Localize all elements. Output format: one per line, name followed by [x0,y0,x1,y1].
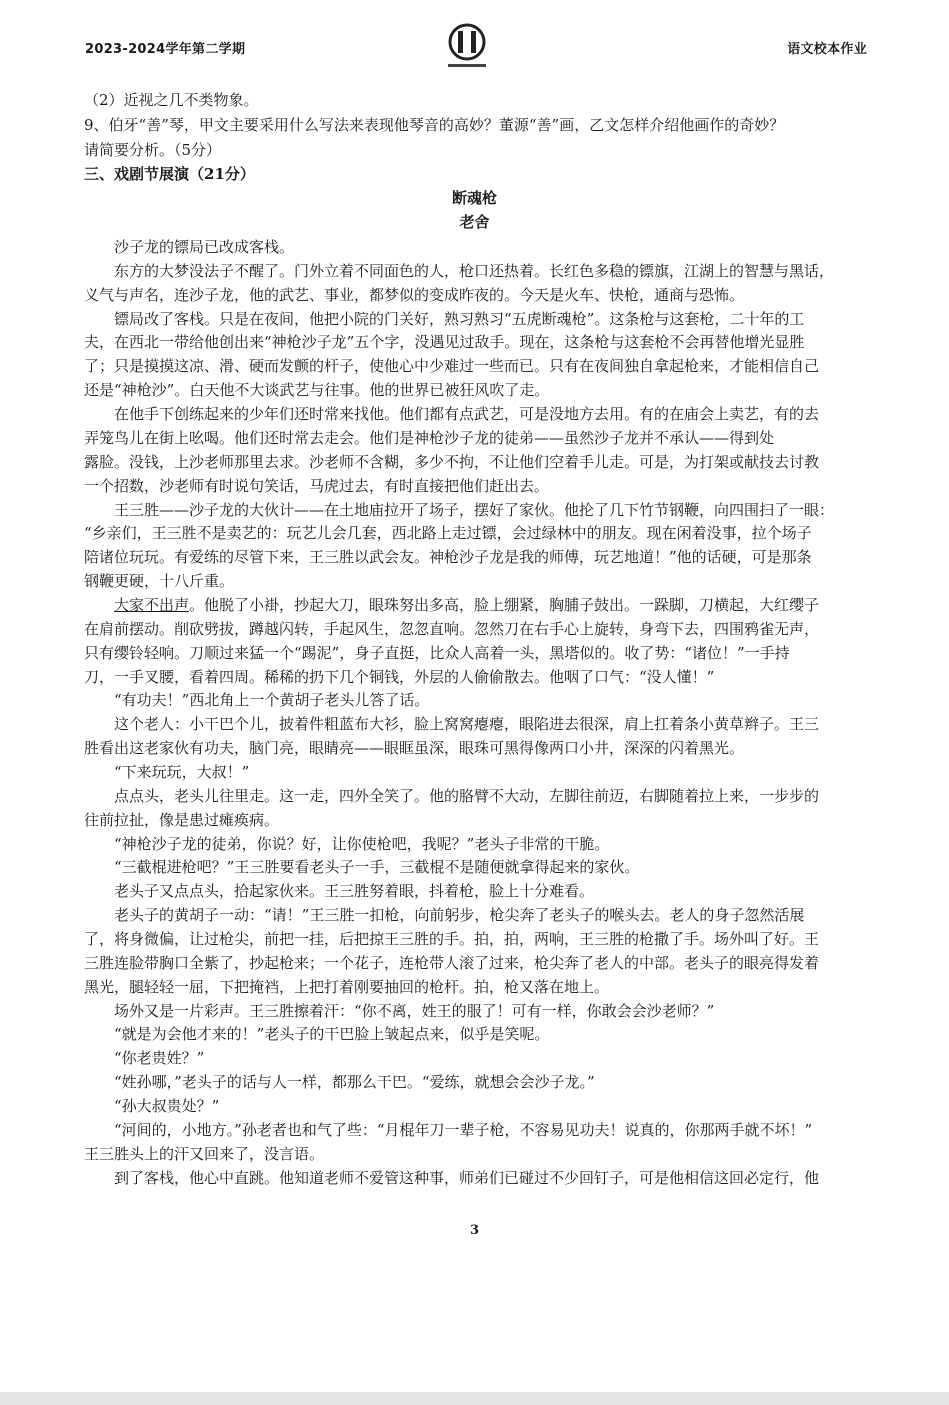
page-number: 3 [469,1223,480,1238]
question-9-line-2: 请简要分析。（5分） [84,141,222,159]
story-line: 镖局改了客栈。只是在夜间，他把小院的门关好，熟习熟习“五虎断魂枪”。这条枪与这套枪，二十年的工 [114,309,805,328]
question-8-item-2: （2）近视之几不类物象。 [84,91,259,109]
story-line: 刀，一手叉腰，看着四周。稀稀的扔下几个铜钱，外层的人偷偷散去。他咽了口气：“没人懂！” [84,667,715,686]
story-line: 一个招数，沙老师有时说句笑话，马虎过去，有时直接把他们赶出去。 [84,476,550,495]
story-title: 断魂枪 [451,189,497,207]
header-term: 2023-2024学年第二学期 [85,42,246,57]
story-line: 东方的大梦没法子不醒了。门外立着不同面色的人，枪口还热着。长红色多稳的镖旗，江湖上的智慧与黑话， [114,261,835,280]
story-line: 了；只是摸摸这凉、滑、硬而发颤的杆子，使他心中少难过一些而已。只有在夜间独自拿起枪来，才能相信自己 [84,357,820,376]
story-line: 往前拉扯，像是患过瘫痪病。 [84,810,280,829]
story-line: 了，将身微偏，让过枪尖，前把一挂，后把掠王三胜的手。拍，拍，两响，王三胜的枪撒了手。场外叫了好。王 [84,929,820,948]
story-line: “孙大叔贵处？” [114,1097,220,1115]
story-line: 弄笼鸟儿在街上吆喝。他们还时常去走会。他们是神枪沙子龙的徒弟——虽然沙子龙并不承认——得到处 [84,428,775,447]
story-line: 点点头，老头儿往里走。这一走，四外全笑了。他的胳臂不大动，左脚往前迈，右脚随着拉上来，一步步的 [114,786,820,805]
question-9-line-1: 9、伯牙“善”琴，甲文主要采用什么写法来表现他琴音的高妙？董源“善”画，乙文怎样介绍他画作的奇妙？ [84,116,785,134]
school-seal-icon [440,22,494,70]
story-line: 大家不出声。他脱了小褂，抄起大刀，眼珠努出多高，脸上绷紧，胸脯子鼓出。一跺脚，刀横起，大红缨子 [114,595,820,614]
story-line: 沙子龙的镖局已改成客栈。 [114,238,295,256]
header-subject: 语文校本作业 [787,42,867,57]
section-heading: 三、戏剧节展演（21分） [84,165,255,183]
story-line: 王三胜头上的汗又回来了，没言语。 [84,1144,325,1163]
story-line: 夫，在西北一带给他创出来“神枪沙子龙”五个字，没遇见过敌手。现在，这条枪与这套枪不会再替他增光显胜 [84,333,805,352]
story-line: 老头子的黄胡子一动：“请！”王三胜一扣枪，向前躬步，枪尖奔了老头子的喉头去。老人的身子忽然活展 [114,906,805,925]
story-line: 场外又是一片彩声。王三胜擦着汗：“你不离，姓王的服了！可有一样，你敢会会沙老师？” [114,1001,715,1020]
story-line: 义气与声名，连沙子龙，他的武艺、事业，都梦似的变成昨夜的。今天是火车、快枪，通商与恐怖。 [84,285,745,304]
story-line: 还是“神枪沙”。白天他不大谈武艺与往事。他的世界已被狂风吹了走。 [84,381,550,400]
story-line: 黑光，腿轻轻一屈，下把掩裆，上把打着刚要抽回的枪杆。拍，枪又落在地上。 [84,977,610,996]
story-line: 露脸。没钱，上沙老师那里去求。沙老师不含糊，多少不拘，不让他们空着手儿走。可是，为打架或献技去讨教 [84,452,820,471]
story-line: “河间的，小地方。”孙老者也和气了些：“月棍年刀一辈子枪，不容易见功夫！说真的，你那两手就不坏！” [114,1120,813,1139]
story-line: “姓孙哪，”老头子的话与人一样，都那么干巴。“爱练，就想会会沙子龙。” [114,1073,595,1092]
story-line: “有功夫！”西北角上一个黄胡子老头儿答了话。 [114,691,430,710]
scan-bottom-edge [0,1392,949,1405]
story-author: 老舍 [459,213,490,231]
story-line: 王三胜——沙子龙的大伙计——在土地庙拉开了场子，摆好了家伙。他抡了几下竹节钢鞭，向四围扫了一眼： [114,500,835,519]
story-line: 这个老人：小干巴个儿，披着件粗蓝布大衫，脸上窝窝瘪瘪，眼陷进去很深，肩上扛着条小黄草辫子。王三 [114,715,820,734]
story-line: 三胜连脸带胸口全紫了，抄起枪来；一个花子，连枪带人滚了过来，枪尖奔了老人的中部。老头子的眼亮得发着 [84,953,820,972]
story-line: 只有缨铃轻响。刀顺过来猛一个“踢泥”，身子直挺，比众人高着一头，黑塔似的。收了势：“诸位！”一手持 [84,643,790,662]
story-line: “神枪沙子龙的徒弟，你说？好，让你使枪吧，我呢？”老头子非常的干脆。 [114,834,610,853]
story-line: 钢鞭更硬，十八斤重。 [84,572,235,590]
story-line: 到了客栈，他心中直跳。他知道老师不爱管这种事，师弟们已碰过不少回钉子，可是他相信这回必定行，他 [114,1168,820,1187]
story-line: “乡亲们，王三胜不是卖艺的：玩艺儿会几套，西北路上走过镖，会过绿林中的朋友。现在闲着没事，拉个场子 [84,524,812,543]
story-line: “三截棍进枪吧？”王三胜要看老头子一手，三截棍不是随便就拿得起来的家伙。 [114,858,640,877]
story-line: 老头子又点点头，拾起家伙来。王三胜努着眼，抖着枪，脸上十分难看。 [114,882,595,901]
story-line: “就是为会他才来的！”老头子的干巴脸上皱起点来，似乎是笑呢。 [114,1025,550,1044]
story-line: 陪诸位玩玩。有爱练的尽管下来，王三胜以武会友。神枪沙子龙是我的师傅，玩艺地道！”他的话硬，可是那条 [84,548,812,567]
story-line: 在他手下创练起来的少年们还时常来找他。他们都有点武艺，可是没地方去用。有的在庙会上卖艺，有的去 [114,405,820,423]
story-line: 在肩前摆动。削砍劈拔，蹲越闪转，手起风生，忽忽直响。忽然刀在右手心上旋转，身弯下去，四围鸦雀无声， [84,619,820,638]
story-line: “下来玩玩，大叔！” [114,762,250,781]
story-line: 胜看出这老家伙有功夫，脑门亮，眼睛亮——眼眶虽深，眼珠可黑得像两口小井，深深的闪着黑光。 [84,739,745,758]
story-line: “你老贵姓？” [114,1049,205,1068]
